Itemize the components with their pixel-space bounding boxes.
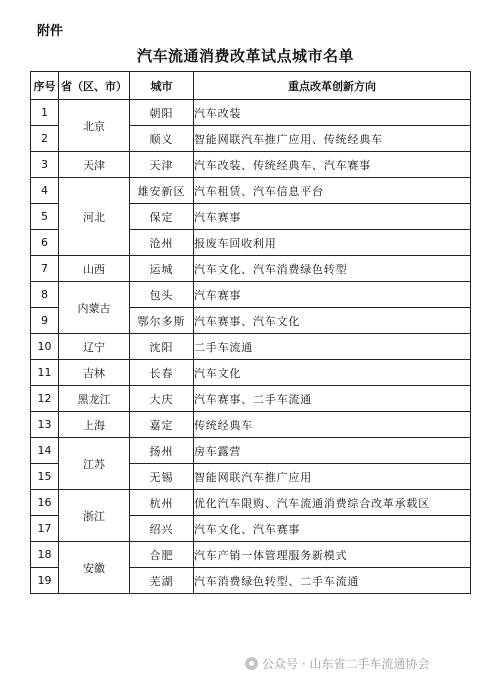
city-cell: 沧州 (130, 230, 194, 256)
province-cell: 内蒙古 (59, 282, 130, 334)
city-cell: 保定 (130, 204, 194, 230)
province-cell: 山西 (59, 256, 130, 282)
header-no: 序号 (31, 72, 59, 100)
table-row (31, 490, 471, 516)
table-row (31, 360, 471, 386)
city-cell: 绍兴 (130, 516, 194, 542)
row-number: 15 (31, 464, 59, 490)
city-cell: 芜湖 (130, 568, 194, 594)
wechat-official-account-icon (245, 657, 258, 670)
direction-cell: 汽车改装、传统经典车、汽车赛事 (194, 152, 471, 178)
province-cell: 吉林 (59, 360, 130, 386)
table-row (31, 542, 471, 568)
province-cell: 辽宁 (59, 334, 130, 360)
table-row (31, 152, 471, 178)
city-cell: 鄂尔多斯 (130, 308, 194, 334)
row-number: 7 (31, 256, 59, 282)
row-number: 1 (31, 100, 59, 126)
city-cell: 顺义 (130, 126, 194, 152)
city-cell: 无锡 (130, 464, 194, 490)
table-row (31, 438, 471, 464)
province-cell: 上海 (59, 412, 130, 438)
direction-cell: 房车露营 (194, 438, 471, 464)
table-row (31, 334, 471, 360)
table-body (31, 100, 471, 594)
direction-cell: 报废车回收利用 (194, 230, 471, 256)
row-number: 19 (31, 568, 59, 594)
direction-cell: 汽车文化、汽车赛事 (194, 516, 471, 542)
city-cell: 合肥 (130, 542, 194, 568)
city-cell: 沈阳 (130, 334, 194, 360)
row-number: 9 (31, 308, 59, 334)
direction-cell: 汽车产销一体管理服务新模式 (194, 542, 471, 568)
province-cell: 天津 (59, 152, 130, 178)
table-row (31, 386, 471, 412)
city-cell: 嘉定 (130, 412, 194, 438)
direction-cell: 汽车文化、汽车消费绿色转型 (194, 256, 471, 282)
direction-cell: 智能网联汽车推广应用、传统经典车 (194, 126, 471, 152)
row-number: 17 (31, 516, 59, 542)
direction-cell: 汽车文化 (194, 360, 471, 386)
header-direction: 重点改革创新方向 (194, 72, 471, 100)
row-number: 11 (31, 360, 59, 386)
table-row (31, 100, 471, 126)
city-cell: 朝阳 (130, 100, 194, 126)
city-cell: 扬州 (130, 438, 194, 464)
header-city: 城市 (130, 72, 194, 100)
direction-cell: 汽车赛事、汽车文化 (194, 308, 471, 334)
city-cell: 雄安新区 (130, 178, 194, 204)
table-row (31, 178, 471, 204)
table-row (31, 412, 471, 438)
row-number: 14 (31, 438, 59, 464)
direction-cell: 汽车消费绿色转型、二手车流通 (194, 568, 471, 594)
direction-cell: 汽车赛事 (194, 282, 471, 308)
province-cell: 江苏 (59, 438, 130, 490)
row-number: 12 (31, 386, 59, 412)
direction-cell: 二手车流通 (194, 334, 471, 360)
city-cell: 杭州 (130, 490, 194, 516)
row-number: 8 (31, 282, 59, 308)
table-row (31, 256, 471, 282)
province-cell: 河北 (59, 178, 130, 256)
direction-cell: 汽车租赁、汽车信息平台 (194, 178, 471, 204)
header-province: 省（区、市） (59, 72, 130, 100)
row-number: 3 (31, 152, 59, 178)
table-row (31, 282, 471, 308)
province-cell: 安徽 (59, 542, 130, 594)
row-number: 16 (31, 490, 59, 516)
document-title: 汽车流通消费改革试点城市名单 (136, 47, 354, 65)
row-number: 6 (31, 230, 59, 256)
table-header-row (31, 72, 471, 100)
row-number: 4 (31, 178, 59, 204)
city-cell: 长春 (130, 360, 194, 386)
direction-cell: 汽车赛事、二手车流通 (194, 386, 471, 412)
direction-cell: 智能网联汽车推广应用 (194, 464, 471, 490)
city-cell: 大庆 (130, 386, 194, 412)
direction-cell: 汽车改装 (194, 100, 471, 126)
direction-cell: 传统经典车 (194, 412, 471, 438)
city-cell: 运城 (130, 256, 194, 282)
watermark (245, 655, 429, 672)
row-number: 13 (31, 412, 59, 438)
city-cell: 包头 (130, 282, 194, 308)
direction-cell: 优化汽车限购、汽车流通消费综合改革承载区 (194, 490, 471, 516)
city-cell: 天津 (130, 152, 194, 178)
direction-cell: 汽车赛事 (194, 204, 471, 230)
province-cell: 北京 (59, 100, 130, 152)
attachment-label: 附件 (37, 24, 64, 39)
province-cell: 黑龙江 (59, 386, 130, 412)
row-number: 10 (31, 334, 59, 360)
province-cell: 浙江 (59, 490, 130, 542)
row-number: 5 (31, 204, 59, 230)
watermark-text: 公众号 · 山东省二手车流通协会 (262, 657, 430, 671)
row-number: 2 (31, 126, 59, 152)
pilot-city-table (30, 71, 471, 594)
row-number: 18 (31, 542, 59, 568)
